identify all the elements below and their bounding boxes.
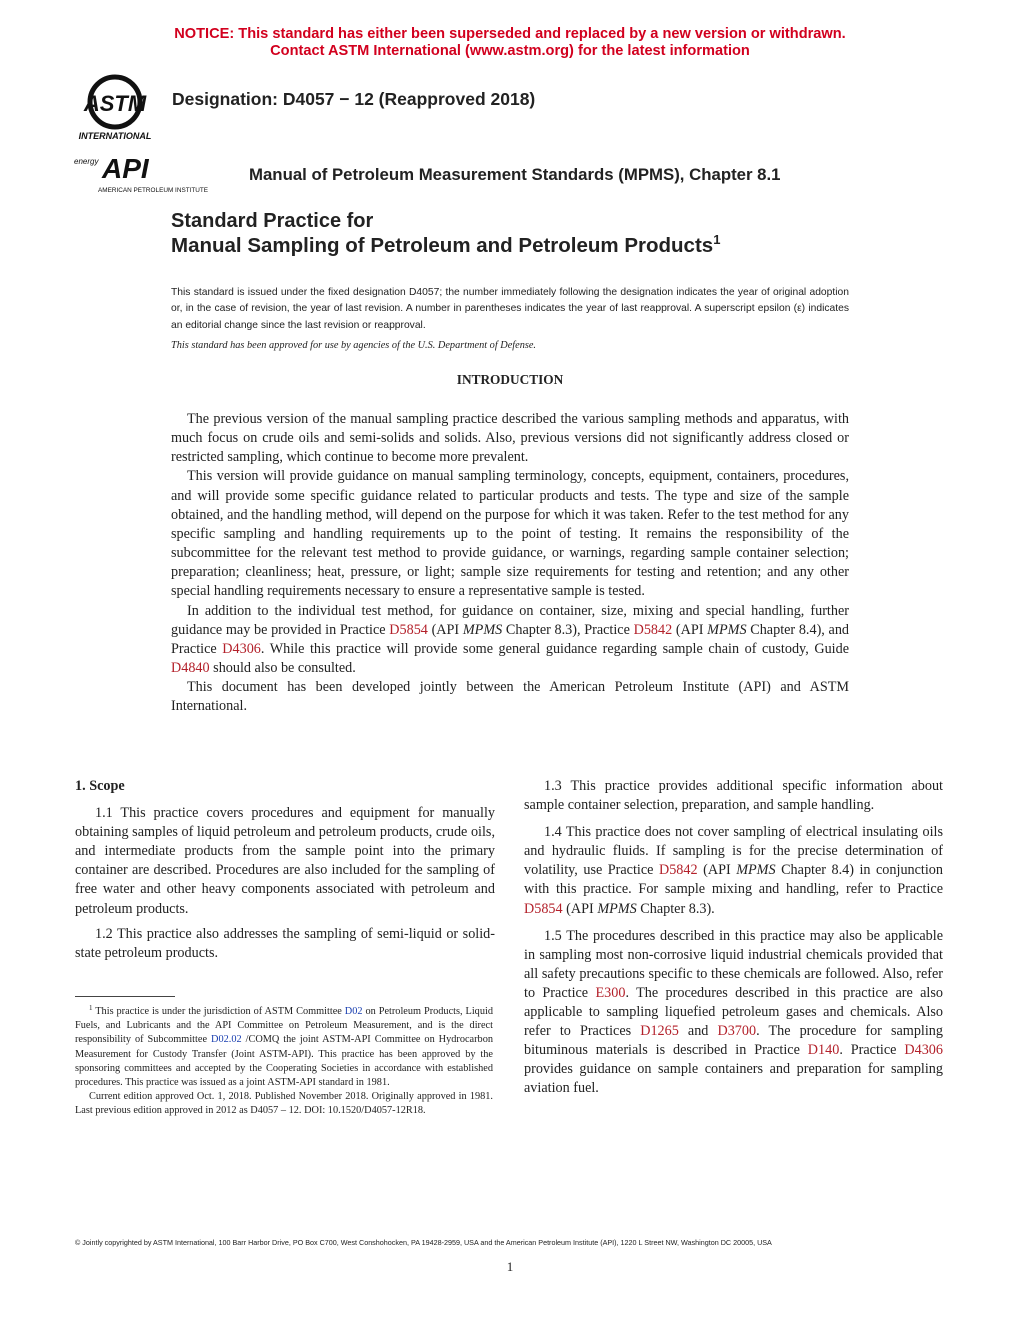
astm-logo-caption: INTERNATIONAL	[78, 131, 152, 141]
link-d3700[interactable]: D3700	[717, 1023, 757, 1040]
introduction-heading: INTRODUCTION	[456, 372, 564, 387]
section-1-1: 1.1 This practice covers procedures and equipment for manually obtaining samples of liquid petroleum and petroleum products, crude oils, and intermediate products from the sample point into the primary container are described. Procedures are also included for the sampling of free water and other heavy components associated with petroleum and petroleum products.	[75, 805, 495, 917]
api-logo	[72, 148, 242, 194]
section-1-2: 1.2 This practice also addresses the sampling of semi-liquid or solid-state petroleum products.	[75, 925, 495, 961]
copyright-notice: © Jointly copyrighted by ASTM International, 100 Barr Harbor Drive, PO Box C700, West Conshohocken, PA 19428-2959, USA and the American Petroleum Institute (API), 1220 L Street NW, Washington DC 20005, USA	[75, 1238, 772, 1247]
title-footnote-mark: 1	[713, 232, 721, 247]
intro-paragraph-1: The previous version of the manual sampling practice described the various sampling methods and apparatus, with much focus on crude oils and semi-solids and solids. Also, previous versions did not significantly address closed or restricted sampling, which continue to become more prevalent.	[171, 411, 849, 466]
superseded-notice	[0, 26, 1020, 60]
footnote-divider	[75, 996, 175, 997]
footnote-edition: Current edition approved Oct. 1, 2018. Published November 2018. Originally approved in 1981. Last previous edition approved in 2012 as D4057 – 12. DOI: 10.1520/D4057-12R18.	[75, 1091, 493, 1117]
notice-line-2: Contact ASTM International (www.astm.org) for the latest information	[270, 43, 750, 59]
link-d1265[interactable]: D1265	[640, 1023, 679, 1040]
dod-note: This standard has been approved for use by agencies of the U.S. Department of Defense.	[171, 340, 537, 351]
link-d5854-2[interactable]: D5854	[524, 900, 563, 917]
introduction-body	[171, 410, 849, 717]
link-e300[interactable]: E300	[595, 984, 626, 1001]
intro-paragraph-2: This version will provide guidance on manual sampling terminology, concepts, equipment, containers, procedures, and will provide some specific guidance related to particular products and tests. The type and size of the sample obtained, and the handling method, will depend on the purpose for which it was taken. Refer to the test method for any specific sampling and handling requirements up to the point of testing. It remains the responsibility of the subcommittee for the relevant test method to provide guidance, or warnings, regarding sample container selection; preparation; cleanliness; heat, pressure, or light; sample size requirements for testing and retention; and any other special handling requirements necessary to ensure a representative sample is tested.	[171, 468, 849, 600]
link-d5842-2[interactable]: D5842	[658, 862, 698, 879]
designation: Designation: D4057 − 12 (Reapproved 2018)	[172, 89, 536, 109]
link-d5854[interactable]: D5854	[389, 621, 428, 638]
intro-paragraph-4: This document has been developed jointly between the American Petroleum Institute (API) and ASTM International.	[171, 679, 849, 715]
astm-logo-text: ASTM	[83, 91, 147, 116]
section-1-3: 1.3 This practice provides additional specific information about sample container selection, preparation, and sample handling.	[524, 778, 943, 814]
intro-paragraph-3: In addition to the individual test method, for guidance on container, size, mixing and special handling, further guidance may be provided in Practice D5854 (API MPMS Chapter 8.3), Practice D5842 (API MPMS Chapter 8.4), and Practice D4306. While this practice will provide some general guidance regarding sample chain of custody, Guide D4840 should also be consulted.	[171, 602, 850, 677]
issued-note: This standard is issued under the fixed designation D4057; the number immediately following the designation indicates the year of original adoption or, in the case of revision, the year of last revision. A number in parentheses indicates the year of last reapproval. A superscript epsilon (ε) indicates an editorial change since the last revision or reapproval.	[171, 287, 849, 331]
title-text: Manual Sampling of Petroleum and Petroleum Products	[171, 234, 714, 257]
link-d02[interactable]: D02	[344, 1006, 363, 1017]
title-line-1: Standard Practice for	[171, 210, 374, 232]
link-d4306-2[interactable]: D4306	[904, 1042, 943, 1059]
scope-heading: 1. Scope	[75, 778, 125, 794]
api-energy-text: energy	[74, 157, 99, 166]
link-d140[interactable]: D140	[807, 1042, 840, 1059]
link-d5842[interactable]: D5842	[633, 621, 673, 638]
api-logo-text: API	[102, 153, 149, 184]
section-1-4: 1.4 This practice does not cover sampling of electrical insulating oils and hydraulic fluids. If sampling is for the precise determination of volatility, use Practice D5842 (API MPMS Chapter 8.4) in conjunction with this practice. For sample mixing and handling, refer to Practice D5854 (API MPMS Chapter 8.3).	[524, 824, 943, 917]
page-number: 1	[506, 1259, 514, 1274]
footnote-jurisdiction: $^1$ This practice is under the jurisdiction of ASTM Committee D02 on Petroleum Products, Liquid Fuels, and Lubricants and the API Committee on Petroleum Measurement, and is the direct responsibility of Subcommittee D02.02 /COMQ the joint ASTM-API Committee on Hydrocarbon Measurement for Custody Transfer (Joint ASTM-API). This practice has been approved by the sponsoring committees and accepted by the Cooperating Societies in accordance with established procedures. This practice was issued as a joint ASTM-API standard in 1981.	[75, 1004, 494, 1089]
right-column	[524, 777, 943, 1107]
mpms-chapter: Manual of Petroleum Measurement Standards (MPMS), Chapter 8.1	[249, 165, 781, 184]
notice-line-1: NOTICE: This standard has either been superseded and replaced by a new version or withdrawn.	[174, 26, 846, 42]
title-line-2	[171, 234, 720, 258]
section-1-5: 1.5 The procedures described in this practice may also be applicable in sampling most non-corrosive liquid industrial chemicals provided that all safety precautions specific to these chemicals are followed. Also, refer to Practice E300. The procedures described in this practice are also applicable to sampling liquefied petroleum gases and chemicals. Also refer to Practices D1265 and D3700. The procedure for sampling bituminous materials is described in Practice D140. Practice D4306 provides guidance on sample containers and preparation for sampling aviation fuel.	[524, 927, 943, 1097]
astm-logo	[70, 72, 162, 142]
api-logo-caption: AMERICAN PETROLEUM INSTITUTE	[98, 187, 209, 194]
link-d4306[interactable]: D4306	[222, 640, 261, 657]
left-column	[75, 777, 495, 969]
link-d02-02[interactable]: D02.02	[211, 1034, 242, 1046]
footnote-1	[75, 1005, 493, 1119]
link-d4840[interactable]: D4840	[171, 660, 210, 677]
